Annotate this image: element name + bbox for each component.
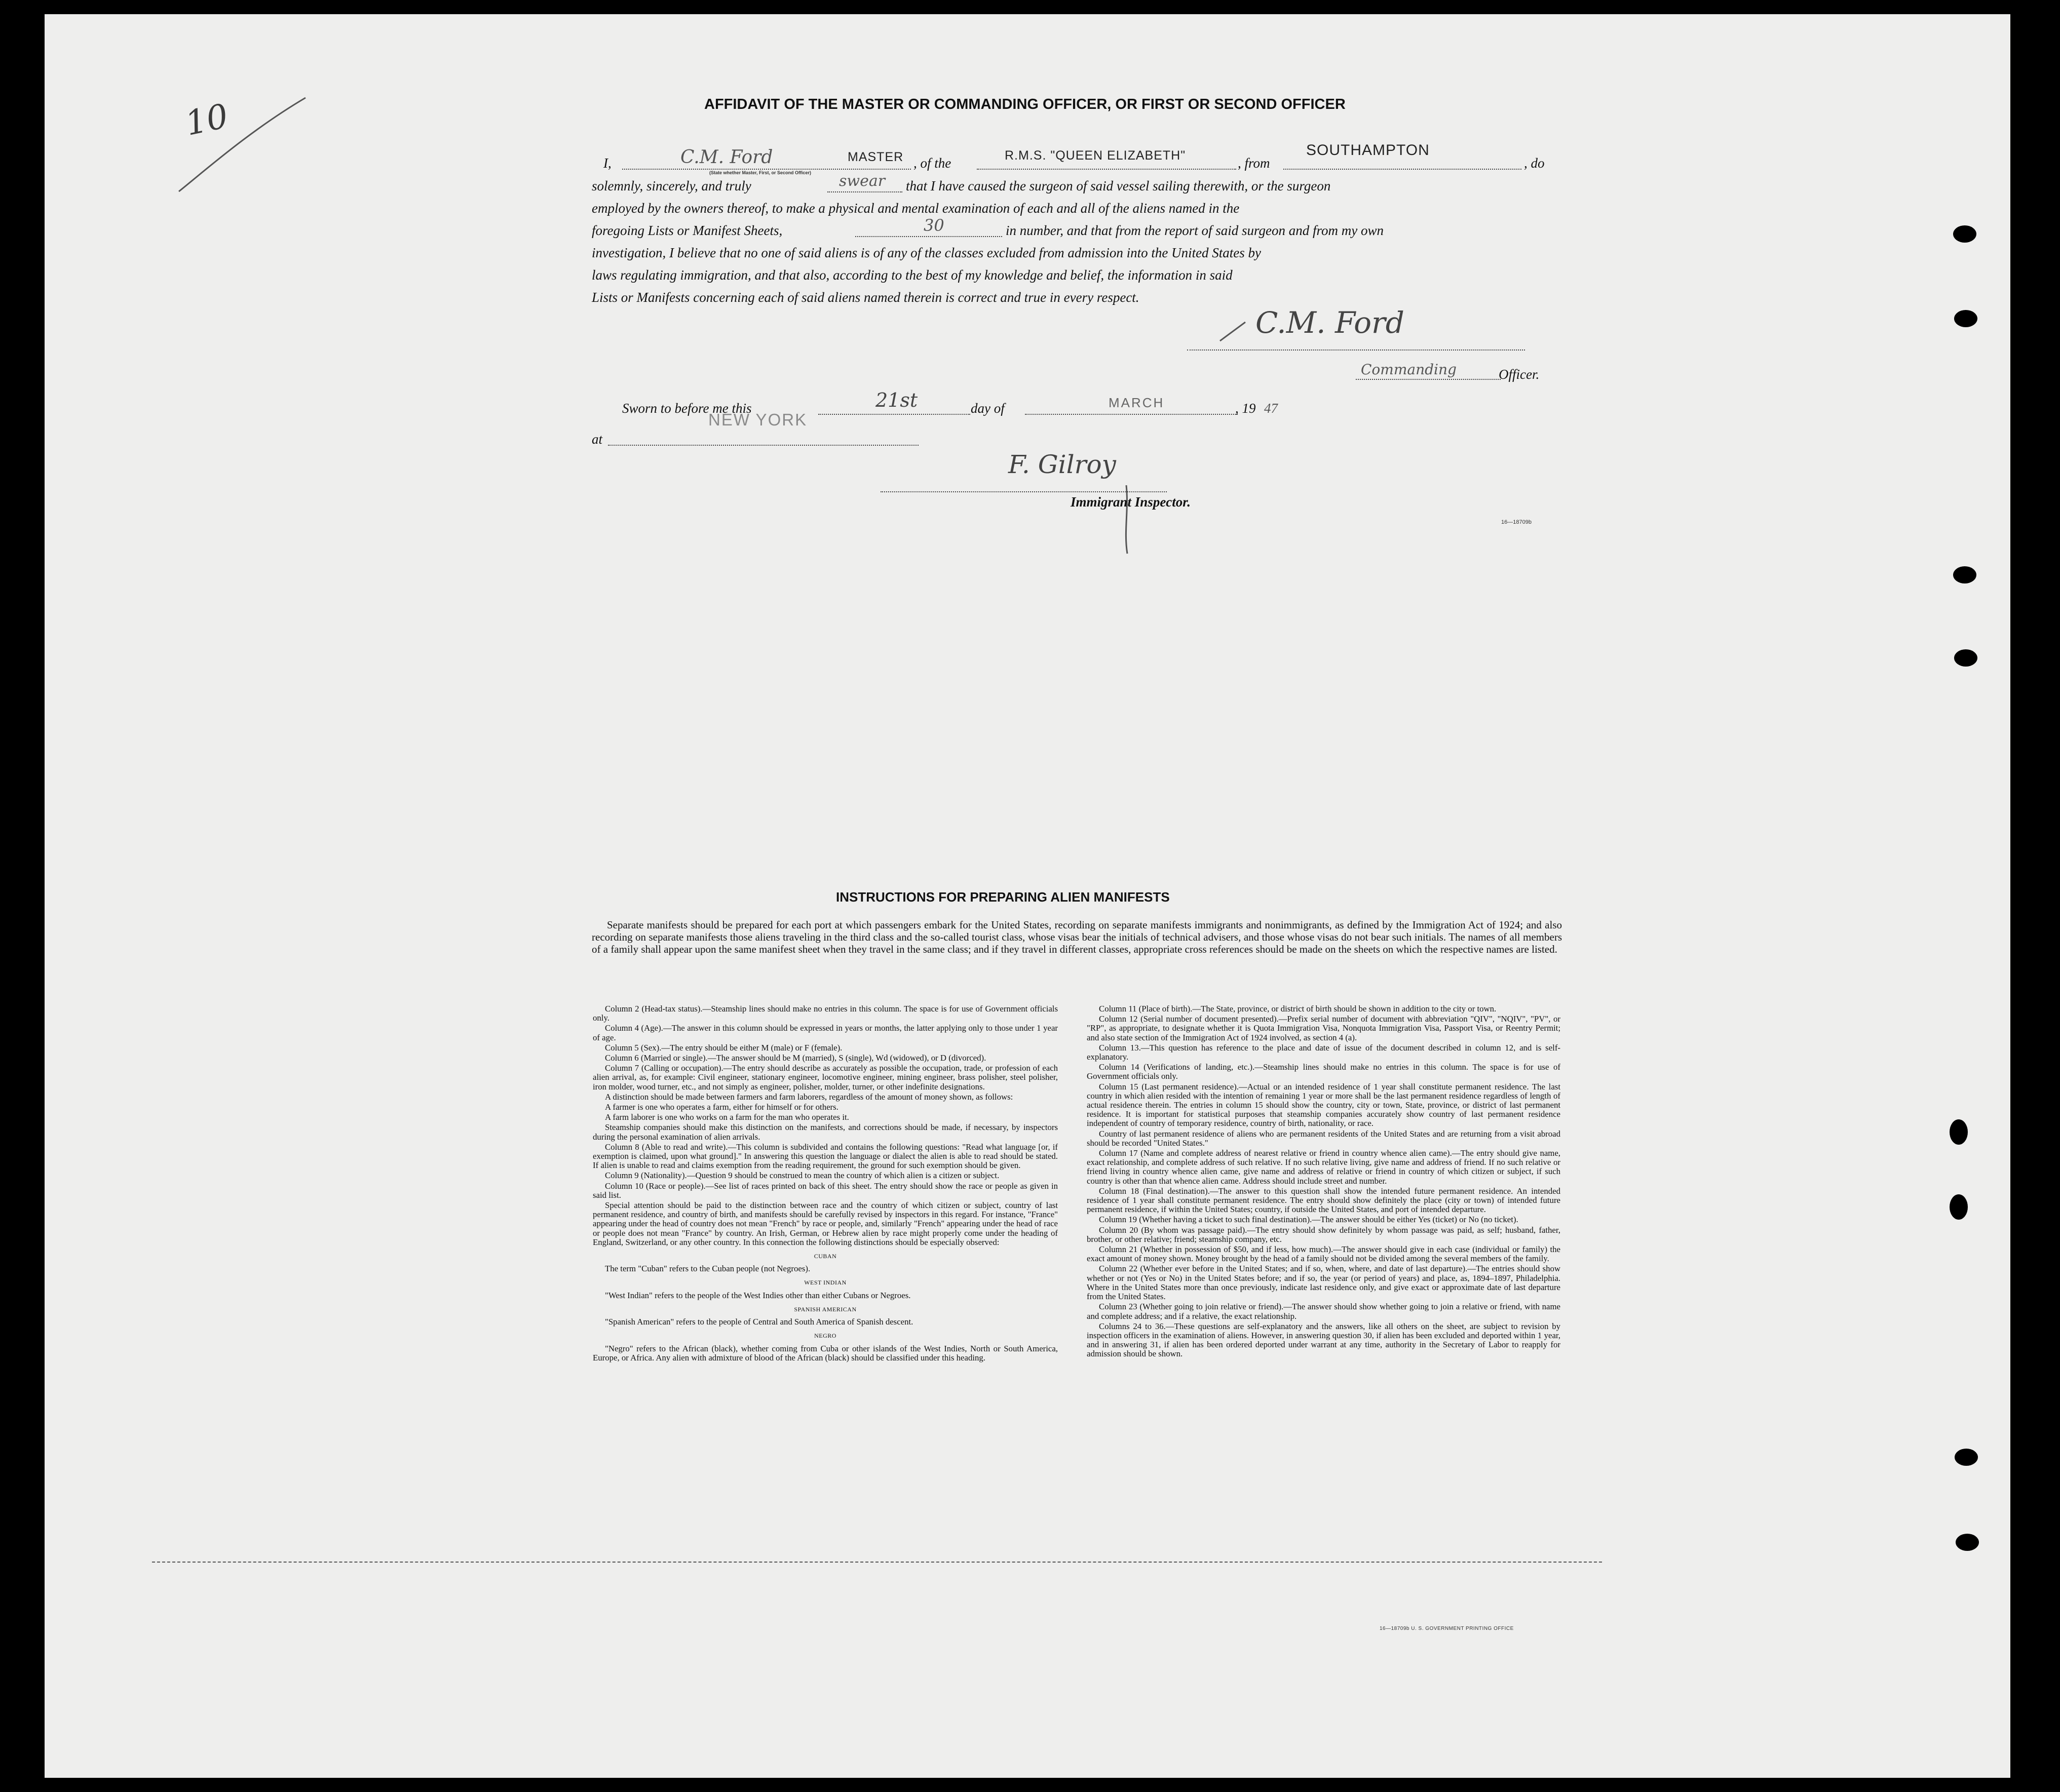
inspector-signature: F. Gilroy bbox=[1008, 450, 1116, 479]
left-para-13: Special attention should be paid to the distinction between race and the country of which citizen or subject, country of last permanent residence, and country of birth, and manifests should be carefully revised by inspectors in this regard. For instance, "France" appearing under the head of country does not mean "French" by race or people, and, similarly "French" appearing under the head of race or people does not mean "France" by country. An Irish, German, or Hebrew alien by race might properly come under the heading of England, Switzerland, or any other country. In this connection the following distinctions should be especially observed: bbox=[593, 1200, 1058, 1247]
margin-slash-mark bbox=[174, 95, 311, 197]
left-para-9: Steamship companies should make this distinction on the manifests, and corrections should be made, if necessary, by inspectors during the personal examination of alien arrivals. bbox=[593, 1122, 1058, 1142]
negro-text: "Negro" refers to the African (black), whether coming from Cuba or other islands of the West Indies, North or South America, Europe, or Africa. Any alien with admixture of blood of the African (black) should be classified under this heading. bbox=[593, 1343, 1058, 1362]
of-the-label: , of the bbox=[913, 155, 951, 171]
left-para-8: A farm laborer is one who works on a farm for the man who operates it. bbox=[605, 1112, 849, 1122]
year-prefix: , 19 bbox=[1235, 401, 1256, 416]
margin-number: 10 bbox=[181, 96, 232, 143]
affidavit-line4-b: in number, and that from the report of said surgeon and from my own bbox=[1006, 223, 1384, 238]
signature-stroke bbox=[1217, 318, 1248, 343]
sworn-day-line bbox=[818, 414, 970, 415]
at-line bbox=[608, 445, 919, 446]
from-label: , from bbox=[1238, 155, 1270, 171]
master-name-handwritten: C.M. Ford bbox=[680, 147, 773, 168]
cuban-heading: CUBAN bbox=[814, 1253, 837, 1260]
left-para-1: Column 2 (Head-tax status).—Steamship lines should make no entries in this column. The space is for use of Government officials only. bbox=[593, 1004, 1058, 1023]
officer-rank-line bbox=[1356, 379, 1501, 380]
right-para-3: Column 13.—This question has reference to the place and date of issue of the document described in column 12, and is self-explanatory. bbox=[1087, 1042, 1560, 1062]
punch-hole bbox=[1953, 566, 1976, 583]
sworn-day-handwritten: 21st bbox=[875, 389, 918, 411]
punch-hole bbox=[1950, 1194, 1968, 1220]
fold-dashed-line bbox=[152, 1562, 1602, 1563]
left-para-12: Column 10 (Race or people).—See list of races printed on back of this sheet. The entry should show the race or people as given in said list. bbox=[593, 1181, 1058, 1200]
do-label: , do bbox=[1524, 155, 1545, 171]
master-signature: C.M. Ford bbox=[1255, 305, 1404, 340]
affidavit-line3: employed by the owners thereof, to make a physical and mental examination of each and all of the aliens named in the bbox=[592, 201, 1240, 216]
right-para-7: Column 17 (Name and complete address of nearest relative or friend in country whence alien came).—The entry should give name, exact relationship, and complete address of such relative. If no such relative living, give name and address of friend. If no such relative or friend living in country whence alien came, give name and address of relative or friend in country of which citizen or subject, if such country is other than that whence alien came. Address should include street and number. bbox=[1087, 1148, 1560, 1186]
punch-hole bbox=[1955, 1449, 1978, 1466]
instructions-left-column bbox=[593, 1004, 1058, 1364]
west-indian-text: "West Indian" refers to the people of the West Indies other than either Cubans or Negroes. bbox=[605, 1290, 911, 1300]
negro-heading: NEGRO bbox=[814, 1332, 836, 1340]
left-para-7: A farmer is one who operates a farm, either for himself or for others. bbox=[605, 1102, 838, 1112]
rank-note: (State whether Master, First, or Second Officer) bbox=[709, 170, 812, 175]
manifest-sheet bbox=[45, 14, 2010, 1778]
left-para-4: Column 6 (Married or single).—The answer should be M (married), S (single), Wd (widowed), or D (divorced). bbox=[605, 1053, 986, 1063]
cuban-text: The term "Cuban" refers to the Cuban people (not Negroes). bbox=[605, 1264, 811, 1274]
right-para-5: Column 15 (Last permanent residence).—Actual or an intended residence of 1 year shall constitute permanent residence. The last country in which alien resided with the intention of remaining 1 year or more shall be the last permanent residence regardless of length of actual residence therein. The entries in column 15 should show the country, city or town, State, province, or district of last permanent residence. It is important for statistical purposes that steamship companies accurately show country of last permanent residence independent of country of temporary residence, country of birth, nationality, or race. bbox=[1087, 1081, 1560, 1128]
instructions-intro: Separate manifests should be prepared for each port at which passengers embark for the United States, recording on separate manifests immigrants and nonimmigrants, as defined by the Immigration Act of 1924; and also recording on separate manifests those aliens traveling in the third class and the so-called tourist class, whose visas bear the initials of technical advisers, and those whose visas do not bear such initials. The names of all members of a family shall appear upon the same manifest sheet when they travel in the same class; and if they travel in different classes, appropriate cross references should be made on the sheets on which the respective names are listed. bbox=[592, 919, 1562, 955]
right-para-6: Country of last permanent residence of aliens who are permanent residents of the United States and are returning from a visit abroad should be recorded "United States." bbox=[1087, 1128, 1560, 1148]
port-stamp: SOUTHAMPTON bbox=[1306, 142, 1430, 159]
day-of-label: day of bbox=[971, 401, 1005, 416]
right-para-1: Column 11 (Place of birth).—The State, province, or district of birth should be shown in addition to the city or town. bbox=[1099, 1004, 1497, 1014]
at-label: at bbox=[592, 432, 603, 447]
form-number-top: 16—18709b bbox=[1501, 519, 1532, 525]
left-para-10: Column 8 (Able to read and write).—This column is subdivided and contains the following questions: "Read what language [or, if exemption is claimed, upon what ground]." In answering this question the language or dialect the alien is able to read should be stated. If alien is unable to read and claims exemption from the reading requirement, the ground for such exemption should be given. bbox=[593, 1142, 1058, 1171]
right-para-10: Column 20 (By whom was passage paid).—The entry should show definitely by whom passage was paid, as self; husband, father, brother, or other relative; friend; steamship company, etc. bbox=[1087, 1225, 1560, 1244]
instructions-title: INSTRUCTIONS FOR PREPARING ALIEN MANIFESTS bbox=[836, 889, 1170, 905]
sworn-label: Sworn to before me this bbox=[622, 401, 752, 416]
name-line bbox=[622, 169, 911, 170]
left-para-2: Column 4 (Age).—The answer in this column should be expressed in years or months, the latter applying only to those under 1 year of age. bbox=[593, 1023, 1058, 1042]
instructions-footer: 16—18709b U. S. GOVERNMENT PRINTING OFFICE bbox=[1380, 1626, 1514, 1631]
vessel-line bbox=[977, 169, 1236, 170]
right-para-4: Column 14 (Verifications of landing, etc.).—Steamship lines should make no entries in this column. The space is for use of Government officials only. bbox=[1087, 1062, 1560, 1081]
punch-hole bbox=[1956, 1534, 1979, 1551]
affidavit-line5: investigation, I believe that no one of said aliens is of any of the classes excluded from admission into the United States by bbox=[592, 245, 1262, 260]
sworn-month-line bbox=[1025, 414, 1238, 415]
swear-handwritten: swear bbox=[839, 172, 886, 190]
signature-line bbox=[1187, 349, 1525, 350]
left-para-3: Column 5 (Sex).—The entry should be either M (male) or F (female). bbox=[605, 1042, 843, 1053]
city-stamp: NEW YORK bbox=[708, 410, 808, 429]
affidavit-line2-a: solemnly, sincerely, and truly bbox=[592, 178, 751, 193]
rank-stamp: MASTER bbox=[848, 150, 904, 164]
swear-line bbox=[827, 191, 902, 192]
right-para-9: Column 19 (Whether having a ticket to such final destination).—The answer should be either Yes (ticket) or No (no ticket). bbox=[1099, 1215, 1518, 1225]
punch-hole bbox=[1950, 1119, 1968, 1145]
right-para-11: Column 21 (Whether in possession of $50, and if less, how much).—The answer should give in each case (individual or family) the exact amount of money shown. Money brought by the head of a family should not be divided among the several members of the family. bbox=[1087, 1244, 1560, 1264]
sworn-month-stamp: MARCH bbox=[1109, 395, 1165, 410]
right-para-14: Columns 24 to 36.—These questions are self-explanatory and the answers, like all others on the sheet, are subject to revision by inspection officers in the examination of aliens. However, in answering question 30, if alien has been excluded and deported within 1 year, and in answering 31, if alien has been ordered deported under warrant at any time, authority in the Secretary of Labor to reapply for admission should be shown. bbox=[1087, 1321, 1560, 1359]
sheets-count-handwritten: 30 bbox=[924, 216, 944, 235]
left-para-11: Column 9 (Nationality).—Question 9 should be construed to mean the country of which alien is a citizen or subject. bbox=[605, 1171, 1000, 1181]
port-line bbox=[1283, 169, 1521, 170]
affidavit-line4-a: foregoing Lists or Manifest Sheets, bbox=[592, 223, 783, 238]
instructions-right-column bbox=[1087, 1004, 1560, 1360]
left-para-6: A distinction should be made between farmers and farm laborers, regardless of the amount of money shown, as follows: bbox=[605, 1092, 1013, 1102]
right-para-12: Column 22 (Whether ever before in the United States; and if so, when, where, and date of last departure).—The entries should show whether or not (Yes or No) in the United States before; and if so, the year (or period of years) and place, as, 1894–1897, Philadelphia. Where in the United States more than once previously, indicate last residence only, and give exact or approximate date of last departure from the United States. bbox=[1087, 1264, 1560, 1302]
spanish-american-text: "Spanish American" refers to the people of Central and South America of Spanish descent. bbox=[605, 1317, 913, 1327]
spanish-american-heading: SPANISH AMERICAN bbox=[794, 1305, 857, 1313]
inspector-label: Immigrant Inspector. bbox=[1071, 494, 1191, 510]
affidavit-title: AFFIDAVIT OF THE MASTER OR COMMANDING OFFICER, OR FIRST OR SECOND OFFICER bbox=[704, 96, 1346, 112]
vessel-stamp: R.M.S. "QUEEN ELIZABETH" bbox=[1005, 148, 1186, 163]
sheets-count-line bbox=[855, 236, 1002, 237]
punch-hole bbox=[1954, 649, 1977, 667]
i-label: I, bbox=[603, 155, 612, 171]
west-indian-heading: WEST INDIAN bbox=[804, 1279, 847, 1287]
year-suffix: 47 bbox=[1264, 401, 1278, 416]
punch-hole bbox=[1954, 310, 1977, 327]
affidavit-line6: laws regulating immigration, and that also, according to the best of my knowledge and belief, the information in said bbox=[592, 267, 1233, 283]
punch-hole bbox=[1953, 225, 1976, 243]
left-para-5: Column 7 (Calling or occupation).—The entry should describe as accurately as possible the occupation, trade, or profession of each alien arrival, as, for example: Civil engineer, stationary engineer, locomotive engineer, mining engineer, brass polisher, steel polisher, iron molder, wood turner, etc., and not simply as engineer, polisher, molder, turner, or other indefinite designations. bbox=[593, 1063, 1058, 1092]
right-para-8: Column 18 (Final destination).—The answer to this question shall show the intended future permanent residence. An intended residence of 1 year shall constitute permanent residence. The entry should show definitely the place (city or town) of intended future permanent residence, if within the United States; country, if outside the United States, and port of intended departure. bbox=[1087, 1186, 1560, 1215]
officer-label: Officer. bbox=[1499, 367, 1540, 382]
right-para-2: Column 12 (Serial number of document presented).—Prefix serial number of document with abbreviation "QIV", "NQIV", "PV", or "RP", as appropriate, to designate whether it is Quota Immigration Visa, Nonquota Immigration Visa, Passport Visa, or Reentry Permit; and also state section of the Immigration Act of 1924 involved, as section 4 (a). bbox=[1087, 1014, 1560, 1042]
affidavit-line2-b: that I have caused the surgeon of said vessel sailing therewith, or the surgeon bbox=[906, 178, 1331, 193]
affidavit-line7: Lists or Manifests concerning each of said aliens named therein is correct and true in every respect. bbox=[592, 290, 1139, 305]
right-para-13: Column 23 (Whether going to join relative or friend).—The answer should show whether going to join a relative or friend, with name and complete address; and if a relative, the exact relationship. bbox=[1087, 1302, 1560, 1321]
officer-rank-handwritten: Commanding bbox=[1361, 361, 1457, 378]
